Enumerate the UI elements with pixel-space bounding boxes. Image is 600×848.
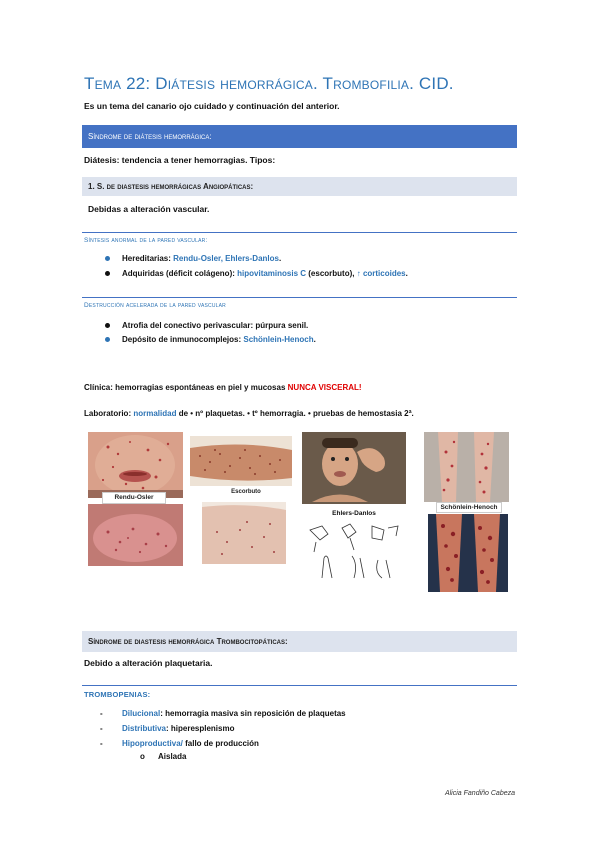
intro-text: Es un tema del canario ojo cuidado y continuación del anterior. [84, 101, 340, 111]
schonlein-henoch-purpura-photo [428, 514, 508, 592]
bullet-icon [105, 271, 110, 276]
section-band-thrombocytopathic: Síndrome de diastesis hemorrágica Trombocitopáticas: [82, 631, 517, 652]
escorbuto-leg-photo [190, 436, 292, 486]
escorbuto-knee-photo [202, 502, 286, 564]
rendu-osler-caption: Rendu-Osler [102, 492, 166, 504]
ehlers-danlos-photo [302, 432, 406, 504]
list-item: Hereditarias: Rendu-Osler, Ehlers-Danlos . [105, 254, 281, 263]
definition-text: Diátesis: tendencia a tener hemorragias. Tipos: [84, 155, 276, 165]
schonlein-henoch-caption: Schönlein-Henoch [436, 502, 502, 513]
author-signature: Alicia Fandiño Cabeza [444, 790, 515, 797]
ehlers-danlos-caption: Ehlers-Danlos [332, 510, 376, 517]
ehlers-danlos-diagram [302, 508, 406, 584]
divider [82, 297, 517, 298]
section-band-angiopathic: Síndrome de diátesis hemorrágica: [82, 125, 517, 148]
sintesis-heading: Síntesis anormal de la pared vascular: [84, 237, 208, 244]
circle-bullet-icon: o [140, 752, 145, 761]
clinica-text: Clínica: hemorragias espontáneas en piel y mucosas NUNCA VISCERAL! [84, 383, 362, 392]
subsection-text: Debidas a alteración vascular. [88, 204, 210, 214]
list-item: - Distributiva : hiperesplenismo [100, 724, 235, 733]
laboratorio-text: Laboratorio: normalidad de • nº plaquetas. • tº hemorragia. • pruebas de hemostasia 2ª. [84, 409, 414, 418]
trombopenias-heading: TROMBOPENIAS: [84, 690, 151, 699]
list-item: - Dilucional : hemorragia masiva sin reposición de plaquetas [100, 709, 346, 718]
destruccion-heading: Destrucción acelerada de la pared vascular [84, 302, 226, 309]
escorbuto-caption: Escorbuto [218, 487, 274, 498]
page-title: Tema 22: Diátesis hemorrágica. Trombofilia. CID. [84, 74, 454, 93]
list-item: Adquiridas (déficit colágeno): hipovitaminosis C (escorbuto), ↑ corticoides . [105, 269, 408, 278]
schonlein-henoch-legs-photo [424, 432, 509, 502]
rendu-osler-face-photo [88, 432, 183, 498]
bullet-icon [105, 337, 110, 342]
divider [82, 685, 517, 686]
bullet-icon [105, 323, 110, 328]
rendu-osler-tongue-photo [88, 504, 183, 566]
divider [82, 232, 517, 233]
list-item: - Hipoproductiva/ fallo de producción [100, 739, 259, 748]
list-item: Atrofia del conectivo perivascular: púrpura senil. [105, 321, 308, 330]
section2-text: Debido a alteración plaquetaria. [84, 658, 213, 668]
sub-list-item: o Aislada [140, 752, 187, 761]
bullet-icon [105, 256, 110, 261]
subsection-band: 1. S. de diastesis hemorrágicas Angiopáticas: [82, 177, 517, 196]
list-item: Depósito de inmunocomplejos: Schönlein-Henoch . [105, 335, 316, 344]
